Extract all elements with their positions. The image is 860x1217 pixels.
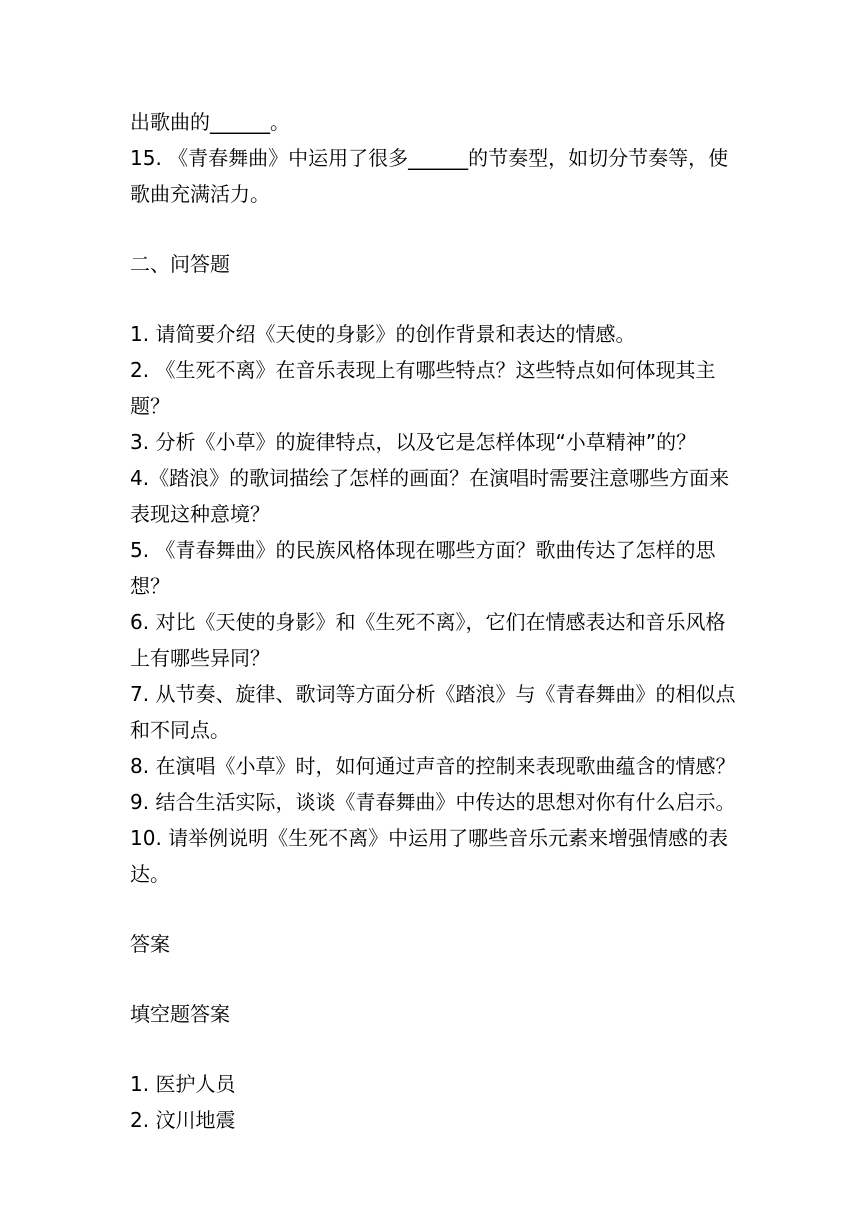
qa-item-3 [130, 424, 734, 460]
qa-item-line: 2. 《生死不离》在音乐表现上有哪些特点？这些特点如何体现其主 [130, 358, 716, 382]
qa-item-7 [130, 676, 734, 748]
spacer [130, 892, 734, 926]
question-15-line-2: 歌曲充满活力。 [130, 182, 270, 206]
question-15-line-1: 15. 《青春舞曲》中运用了很多______的节奏型，如切分节奏等，使 [130, 146, 729, 170]
qa-item-10 [130, 820, 734, 892]
qa-item-4 [130, 460, 734, 532]
qa-item-9 [130, 784, 734, 820]
answer-item-1: 1. 医护人员 [130, 1072, 236, 1096]
qa-item-line: 和不同点。 [130, 718, 230, 742]
section-heading-qa: 二、问答题 [130, 252, 230, 276]
document-page [130, 104, 734, 1138]
spacer [130, 282, 734, 316]
fill-in-answers-heading: 填空题答案 [130, 1002, 230, 1026]
qa-list [130, 316, 734, 892]
answers-heading: 答案 [130, 932, 170, 956]
qa-item-line: 8. 在演唱《小草》时，如何通过声音的控制来表现歌曲蕴含的情感？ [130, 754, 736, 778]
answer-item-2: 2. 汶川地震 [130, 1108, 236, 1132]
qa-item-line: 想？ [130, 574, 170, 598]
qa-item-line: 5. 《青春舞曲》的民族风格体现在哪些方面？歌曲传达了怎样的思 [130, 538, 716, 562]
qa-item-line: 9. 结合生活实际，谈谈《青春舞曲》中传达的思想对你有什么启示。 [130, 790, 736, 814]
qa-item-line: 达。 [130, 862, 170, 886]
qa-item-5 [130, 532, 734, 604]
fill-in-tail-line: 出歌曲的______。 [130, 110, 290, 134]
qa-item-line: 表现这种意境？ [130, 502, 270, 526]
qa-item-8 [130, 748, 734, 784]
spacer [130, 212, 734, 246]
qa-item-line: 4.《踏浪》的歌词描绘了怎样的画面？在演唱时需要注意哪些方面来 [130, 466, 730, 490]
qa-item-line: 题？ [130, 394, 170, 418]
spacer [130, 962, 734, 996]
qa-item-6 [130, 604, 734, 676]
qa-item-1 [130, 316, 734, 352]
qa-item-2 [130, 352, 734, 424]
qa-item-line: 6. 对比《天使的身影》和《生死不离》，它们在情感表达和音乐风格 [130, 610, 726, 634]
qa-item-line: 3. 分析《小草》的旋律特点，以及它是怎样体现“小草精神”的？ [130, 430, 697, 454]
qa-item-line: 上有哪些异同？ [130, 646, 270, 670]
spacer [130, 1032, 734, 1066]
qa-item-line: 1. 请简要介绍《天使的身影》的创作背景和表达的情感。 [130, 322, 636, 346]
qa-item-line: 10. 请举例说明《生死不离》中运用了哪些音乐元素来增强情感的表 [130, 826, 729, 850]
qa-item-line: 7. 从节奏、旋律、歌词等方面分析《踏浪》与《青春舞曲》的相似点 [130, 682, 736, 706]
